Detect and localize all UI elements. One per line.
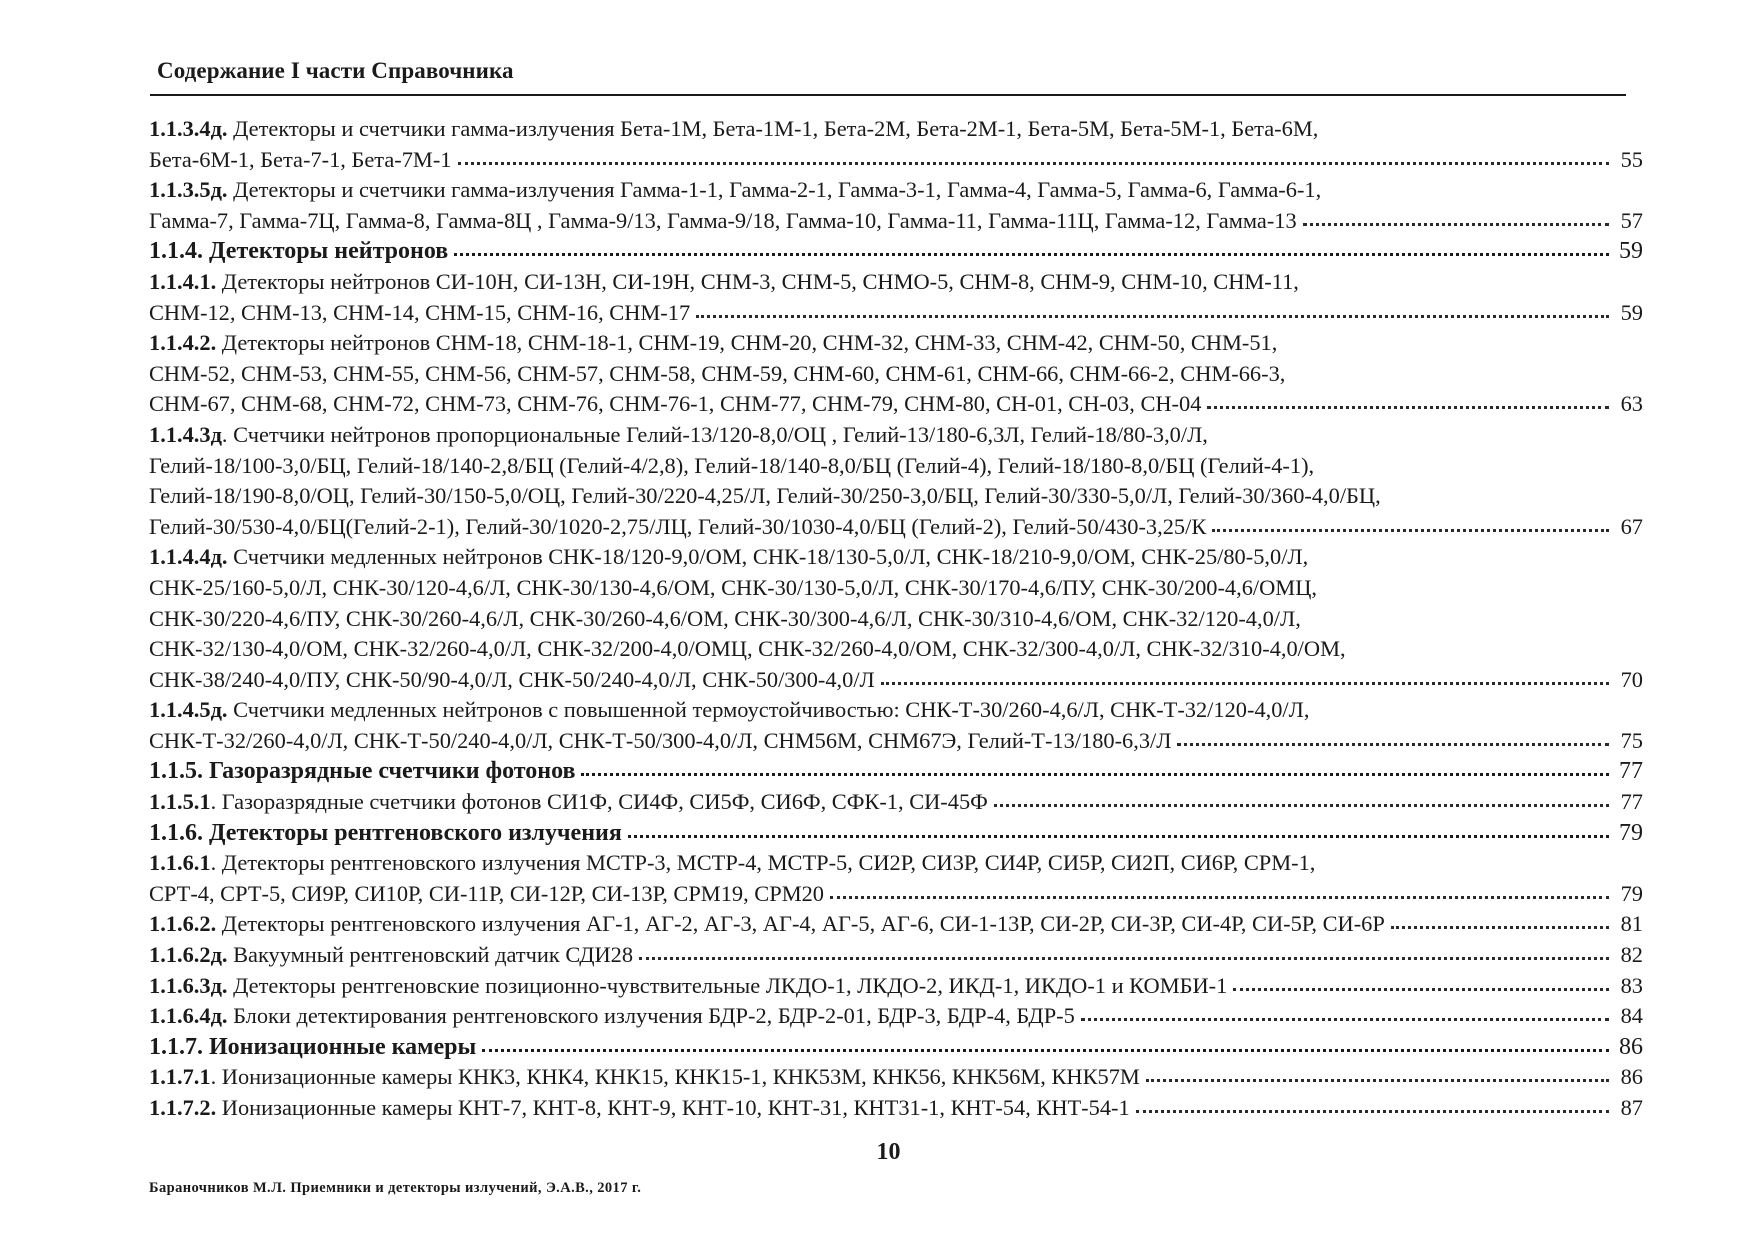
toc-entry-line (149, 328, 1643, 359)
toc-entry-text (149, 145, 452, 176)
toc-entry-line (149, 604, 1643, 635)
toc-entry-text (149, 756, 575, 787)
toc-entry-text (149, 422, 1208, 447)
toc-page-number[interactable]: 79 (1620, 880, 1643, 906)
toc-entry-line (149, 818, 1643, 849)
toc-entry-number: 1.1.6.4д. (149, 1003, 228, 1029)
toc-entry-title: Газоразрядные счетчики фотонов (209, 758, 576, 785)
toc-entry-title: СНК-32/130-4,0/ОМ, СНК-32/260-4,0/Л, СНК-32/200-4,0/ОМЦ, СНК-32/260-4,0/ОМ, СНК-32/300-4,0/Л, СНК-32/310-4,0/ОМ, (149, 636, 1346, 662)
toc-entry-title: Гамма-7, Гамма-7Ц, Гамма-8, Гамма-8Ц , Гамма-9/13, Гамма-9/18, Гамма-10, Гамма-11, Гамма-11Ц, Гамма-12, Гамма-13 (149, 207, 1297, 233)
dot-leader (628, 820, 1609, 840)
toc-entry-title: СНК-Т-32/260-4,0/Л, СНК-Т-50/240-4,0/Л, СНК-Т-50/300-4,0/Л, СНМ56М, СНМ67Э, Гелий-Т-13/180-6,3/Л (149, 727, 1172, 753)
page-header-title: Содержание I части Справочника (157, 58, 514, 83)
toc-entry-line (149, 940, 1643, 971)
toc-entry-text (149, 1062, 1140, 1093)
table-of-contents (149, 114, 1643, 1124)
toc-entry-title: Гелий-30/530-4,0/БЦ(Гелий-2-1), Гелий-30/1020-2,75/ЛЦ, Гелий-30/1030-4,0/БЦ (Гелий-2), Гелий-50/430-3,25/К (149, 513, 1207, 539)
toc-entry-number: 1.1.5.1 (149, 789, 211, 815)
toc-entry-line (149, 359, 1643, 390)
dot-leader (830, 881, 1609, 901)
dot-leader (696, 300, 1609, 320)
toc-entry-line (149, 726, 1643, 757)
toc-entry-text (149, 636, 1346, 661)
toc-entry-line (149, 634, 1643, 665)
toc-entry-number: 1.1.7.2. (149, 1095, 217, 1120)
toc-page-number[interactable]: 57 (1620, 207, 1643, 233)
toc-entry-title: СНК-38/240-4,0/ПУ, СНК-50/90-4,0/Л, СНК-50/240-4,0/Л, СНК-50/300-4,0/Л (149, 666, 875, 692)
toc-entry[interactable] (149, 848, 1643, 909)
toc-entry-text (149, 971, 1227, 1002)
toc-entry-title: СНМ-12, СНМ-13, СНМ-14, СНМ-15, СНМ-16, СНМ-17 (149, 299, 691, 325)
toc-entry-title: Детекторы нейтронов СИ-10Н, СИ-13Н, СИ-19Н, СНМ-3, СНМ-5, СНМО-5, СНМ-8, СНМ-9, СНМ-10, СНМ-11, (221, 268, 1299, 294)
toc-entry-line (149, 787, 1643, 818)
toc-entry-line (149, 1001, 1643, 1032)
toc-entry[interactable] (149, 328, 1643, 420)
toc-page-number[interactable]: 81 (1620, 911, 1643, 937)
toc-entry-number: 1.1.5. (149, 758, 203, 785)
toc-page-number[interactable]: 86 (1619, 1033, 1643, 1060)
dot-leader (1233, 973, 1609, 993)
toc-entry-text (149, 909, 1385, 940)
toc-page-number[interactable]: 59 (1620, 299, 1643, 325)
toc-entry-title: СНК-30/220-4,6/ПУ, СНК-30/260-4,6/Л, СНК-30/260-4,6/ОМ, СНК-30/300-4,6/Л, СНК-30/310-4,6/ОМ, СНК-32/120-4,0/Л, (149, 605, 1301, 631)
toc-entry-text (149, 512, 1206, 543)
toc-entry-text (149, 330, 1277, 355)
toc-entry-title: . Ионизационные камеры КНК3, КНК4, КНК15, КНК15-1, КНК53М, КНК56, КНК56М, КНК57М (210, 1064, 1140, 1090)
toc-entry-line (149, 1093, 1643, 1124)
dot-leader (1212, 514, 1609, 534)
dot-leader (482, 1034, 1609, 1054)
toc-entry-line (149, 267, 1643, 298)
toc-entry-title: Детекторы нейтронов СНМ-18, СНМ-18-1, СНМ-19, СНМ-20, СНМ-32, СНМ-33, СНМ-42, СНМ-50, СНМ-51, (221, 330, 1278, 356)
toc-entry-title: СНМ-67, СНМ-68, СНМ-72, СНМ-73, СНМ-76, СНМ-76-1, СНМ-77, СНМ-79, СНМ-80, СН-01, СН-03, СН-04 (149, 391, 1202, 417)
toc-entry-number: 1.1.4.2. (149, 330, 217, 356)
toc-page-number[interactable]: 63 (1620, 391, 1643, 417)
toc-entry-text (149, 269, 1299, 294)
toc-entry-text (149, 453, 1314, 478)
toc-entry[interactable] (149, 971, 1643, 1002)
toc-entry-line (149, 1032, 1643, 1063)
toc-page-number[interactable]: 79 (1619, 819, 1643, 846)
toc-entry-line (149, 542, 1643, 573)
toc-entry-text (149, 818, 622, 849)
toc-entry-number: 1.1.3.4д. (149, 116, 228, 141)
toc-entry-line (149, 175, 1643, 206)
header-rule (150, 94, 1626, 96)
toc-entry-text (149, 389, 1201, 420)
toc-entry-line (149, 879, 1643, 910)
toc-entry-title: Гелий-18/100-3,0/БЦ, Гелий-18/140-2,8/БЦ (Гелий-4/2,8), Гелий-18/140-8,0/БЦ (Гелий-4), Гелий-18/180-8,0/БЦ (Гелий-4-1), (149, 452, 1315, 478)
toc-entry-text (149, 1093, 1130, 1124)
toc-entry-number: 1.1.6.1 (149, 850, 211, 876)
toc-page-number[interactable]: 86 (1620, 1064, 1643, 1090)
toc-entry[interactable] (149, 940, 1643, 971)
toc-entry-line (149, 665, 1643, 696)
toc-entry-line (149, 420, 1643, 451)
toc-entry-text (149, 697, 1309, 722)
toc-entry-text (149, 879, 824, 910)
toc-entry-text (149, 726, 1171, 757)
toc-page-number[interactable]: 59 (1619, 238, 1643, 265)
toc-entry-title: Бета-6М-1, Бета-7-1, Бета-7М-1 (149, 146, 452, 172)
toc-entry-title: Детекторы рентгеновского излучения (209, 819, 622, 846)
toc-entry-number: 1.1.6.2д. (149, 942, 228, 968)
toc-entry-text (149, 236, 448, 267)
toc-entry-line (149, 481, 1643, 512)
toc-entry[interactable] (149, 695, 1643, 756)
toc-entry-number: 1.1.7. (149, 1033, 203, 1060)
toc-entry-line (149, 298, 1643, 329)
toc-entry-number: 1.1.4.4д. (149, 544, 228, 570)
toc-entry-line (149, 695, 1643, 726)
toc-entry[interactable] (149, 1093, 1643, 1124)
toc-entry-title: СРТ-4, СРТ-5, СИ9Р, СИ10Р, СИ-11Р, СИ-12Р, СИ-13Р, СРМ19, СРМ20 (149, 880, 824, 906)
toc-entry[interactable] (149, 787, 1643, 818)
dot-leader (581, 758, 1609, 778)
toc-entry-text (149, 483, 1381, 508)
toc-entry[interactable] (149, 114, 1643, 175)
dot-leader (1177, 728, 1609, 748)
toc-entry-number: 1.1.4. (149, 238, 203, 265)
toc-entry-title: Блоки детектирования рентгеновского излучения БДР-2, БДР-2-01, БДР-3, БДР-4, БДР-5 (233, 1003, 1075, 1029)
toc-entry[interactable] (149, 267, 1643, 328)
toc-entry-text (149, 940, 633, 971)
toc-entry-number: 1.1.4.3д (149, 421, 222, 447)
toc-entry-title: Гелий-18/190-8,0/ОЦ, Гелий-30/150-5,0/ОЦ, Гелий-30/220-4,25/Л, Гелий-30/250-3,0/БЦ, Гелий-30/330-5,0/Л, Гелий-30/360-4,0/БЦ, (149, 483, 1381, 509)
toc-entry-title: Детекторы рентгеновские позиционно-чувствительные ЛКДО-1, ЛКДО-2, ИКД-1, ИКДО-1 и КОМБИ-1 (233, 972, 1228, 998)
toc-entry-title: Детекторы нейтронов (209, 238, 449, 265)
toc-entry-number: 1.1.6.2. (149, 911, 217, 937)
toc-entry[interactable] (149, 175, 1643, 236)
toc-entry-line (149, 848, 1643, 879)
page-number: 10 (876, 1139, 901, 1165)
toc-entry-text (149, 298, 690, 329)
toc-entry-text (149, 575, 1317, 600)
dot-leader (881, 667, 1609, 687)
dot-leader (1303, 208, 1609, 228)
toc-page-number[interactable]: 55 (1620, 146, 1643, 172)
dot-leader (639, 942, 1609, 962)
toc-entry-line (149, 573, 1643, 604)
toc-entry-line (149, 389, 1643, 420)
dot-leader (458, 147, 1610, 167)
toc-page-number[interactable]: 77 (1620, 789, 1643, 815)
toc-entry[interactable] (149, 420, 1643, 542)
toc-page-number[interactable]: 84 (1620, 1003, 1643, 1029)
toc-entry-title: Счетчики медленных нейтронов с повышенной термоустойчивостью: СНК-Т-30/260-4,6/Л, СНК-Т-32/120-4,0/Л, (233, 697, 1310, 723)
footer-credit: Бараночников М.Л. Приемники и детекторы излучений, Э.А.В., 2017 г. (149, 1180, 642, 1196)
toc-entry-title: Ионизационные камеры КНТ-7, КНТ-8, КНТ-9, КНТ-10, КНТ-31, КНТ31-1, КНТ-54, КНТ-54-1 (221, 1095, 1130, 1120)
toc-page-number[interactable]: 77 (1619, 758, 1643, 785)
toc-entry-text (149, 850, 1315, 875)
toc-entry-title: Ионизационные камеры (209, 1033, 477, 1060)
toc-entry-line (149, 451, 1643, 482)
toc-entry-number: 1.1.7.1 (149, 1064, 211, 1090)
toc-entry-text (149, 1001, 1075, 1032)
toc-page-number[interactable]: 70 (1620, 666, 1643, 692)
toc-entry-line (149, 206, 1643, 237)
dot-leader (1081, 1003, 1609, 1023)
toc-entry-text (149, 361, 1285, 386)
toc-entry-title: Счетчики медленных нейтронов СНК-18/120-9,0/ОМ, СНК-18/130-5,0/Л, СНК-18/210-9,0/ОМ, СНК-25/80-5,0/Л, (233, 544, 1309, 570)
toc-entry-number: 1.1.6. (149, 819, 203, 846)
toc-entry-line (149, 909, 1643, 940)
dot-leader (1207, 391, 1609, 411)
toc-entry-line (149, 236, 1643, 267)
toc-section-entry[interactable] (149, 756, 1643, 787)
toc-entry-number: 1.1.6.3д. (149, 972, 228, 998)
toc-entry[interactable] (149, 909, 1643, 940)
toc-section-entry[interactable] (149, 818, 1643, 849)
dot-leader (454, 238, 1609, 258)
toc-entry-line (149, 756, 1643, 787)
toc-page-number[interactable]: 82 (1620, 942, 1643, 968)
toc-entry-line (149, 512, 1643, 543)
dot-leader (1146, 1064, 1609, 1084)
toc-entry-title: Детекторы и счетчики гамма-излучения Гамма-1-1, Гамма-2-1, Гамма-3-1, Гамма-4, Гамма-5, Гамма-6, Гамма-6-1, (233, 177, 1322, 203)
toc-entry-title: Детекторы и счетчики гамма-излучения Бета-1М, Бета-1М-1, Бета-2М, Бета-2М-1, Бета-5М, Бета-5М-1, Бета-6М, (233, 116, 1319, 141)
toc-entry-title: . Газоразрядные счетчики фотонов СИ1Ф, СИ4Ф, СИ5Ф, СИ6Ф, СФК-1, СИ-45Ф (210, 789, 988, 815)
dot-leader (994, 789, 1609, 809)
toc-entry-line (149, 145, 1643, 176)
toc-page-number[interactable]: 87 (1620, 1095, 1643, 1120)
toc-page-number[interactable]: 67 (1620, 513, 1643, 539)
toc-entry-title: СНМ-52, СНМ-53, СНМ-55, СНМ-56, СНМ-57, СНМ-58, СНМ-59, СНМ-60, СНМ-61, СНМ-66, СНМ-66-2, СНМ-66-3, (149, 360, 1286, 386)
toc-entry[interactable] (149, 542, 1643, 695)
toc-entry-text (149, 665, 875, 696)
toc-section-entry[interactable] (149, 236, 1643, 267)
toc-entry-number: 1.1.4.1. (149, 268, 217, 294)
toc-entry-line (149, 114, 1643, 145)
toc-entry-title: . Счетчики нейтронов пропорциональные Гелий-13/120-8,0/ОЦ , Гелий-13/180-6,3Л, Гелий-18/80-3,0/Л, (221, 421, 1208, 447)
toc-entry-text (149, 206, 1297, 237)
dot-leader (1391, 911, 1609, 931)
toc-entry-text (149, 544, 1308, 569)
toc-entry-number: 1.1.4.5д. (149, 697, 228, 723)
toc-entry-text (149, 177, 1321, 202)
toc-entry-text (149, 606, 1301, 631)
toc-entry-line (149, 1062, 1643, 1093)
toc-entry-text (149, 1032, 476, 1063)
toc-entry[interactable] (149, 1001, 1643, 1032)
toc-section-entry[interactable] (149, 1032, 1643, 1063)
toc-entry-line (149, 971, 1643, 1002)
toc-entry-title: Детекторы рентгеновского излучения АГ-1, АГ-2, АГ-3, АГ-4, АГ-5, АГ-6, СИ-1-13Р, СИ-2Р, СИ-3Р, СИ-4Р, СИ-5Р, СИ-6Р (216, 911, 1385, 937)
toc-page-number[interactable]: 83 (1620, 972, 1643, 998)
toc-entry-number: 1.1.3.5д. (149, 177, 228, 203)
toc-entry-title: СНК-25/160-5,0/Л, СНК-30/120-4,6/Л, СНК-30/130-4,6/ОМ, СНК-30/130-5,0/Л, СНК-30/170-4,6/ПУ, СНК-30/200-4,6/ОМЦ, (149, 574, 1317, 600)
toc-entry[interactable] (149, 1062, 1643, 1093)
toc-entry-title: Вакуумный рентгеновский датчик СДИ28 (233, 942, 634, 968)
dot-leader (1136, 1095, 1609, 1115)
toc-entry-title: . Детекторы рентгеновского излучения МСТР-3, МСТР-4, МСТР-5, СИ2Р, СИ3Р, СИ4Р, СИ5Р, СИ2П, СИ6Р, СРМ-1, (210, 850, 1316, 876)
toc-entry-text (149, 116, 1318, 141)
toc-entry-text (149, 787, 988, 818)
toc-page-number[interactable]: 75 (1620, 727, 1643, 753)
